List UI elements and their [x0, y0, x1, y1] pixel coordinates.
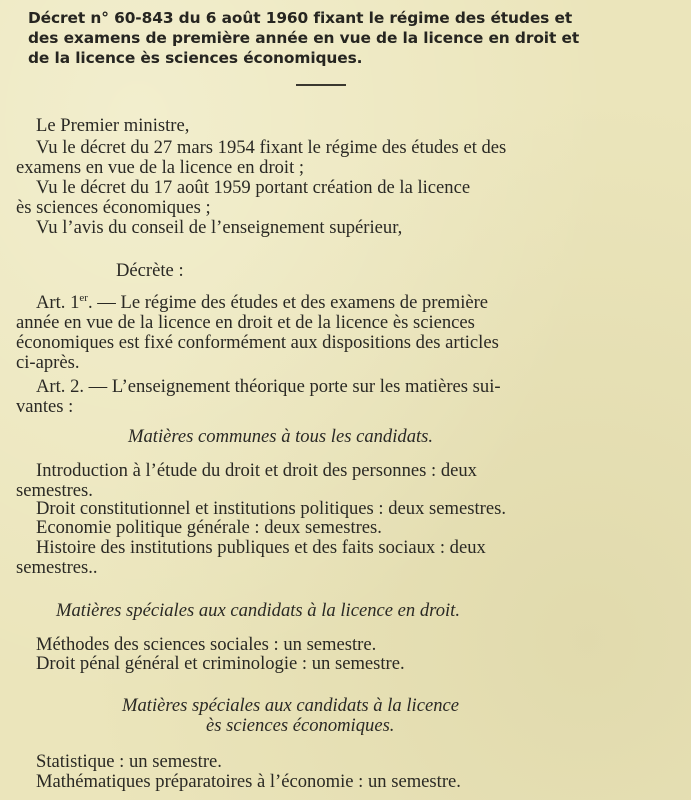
subject-item: semestres.. [16, 557, 98, 578]
article-1-sup: er [79, 291, 88, 304]
decree-title-line: de la licence ès sciences économiques. [28, 49, 363, 67]
article-1-line: année en vue de la licence en droit et de la licence ès sciences [16, 312, 475, 333]
subject-item: Histoire des institutions publiques et des faits sociaux : deux [36, 537, 486, 558]
section-heading-common: Matières communes à tous les candidats. [128, 426, 434, 447]
subject-item: Mathématiques préparatoires à l’économie : un semestre. [36, 771, 461, 792]
article-1-label: Art. 1 [36, 292, 80, 313]
vu-decret-1954-line: Vu le décret du 27 mars 1954 fixant le régime des études et des [36, 137, 507, 158]
subject-item: Droit constitutionnel et institutions politiques : deux semestres. [36, 498, 506, 519]
subject-item: Droit pénal général et criminologie : un semestre. [36, 653, 405, 674]
subject-item: Méthodes des sciences sociales : un semestre. [36, 634, 377, 655]
article-1-line: économiques est fixé conformément aux dispositions des articles [16, 332, 499, 353]
article-1-text: . — Le régime des études et des examens de première [87, 292, 489, 313]
section-heading-eco: ès sciences économiques. [206, 715, 395, 736]
vu-decret-1959-line: Vu le décret du 17 août 1959 portant création de la licence [36, 177, 471, 198]
subject-item: semestres. [16, 480, 93, 501]
section-heading-eco: Matières spéciales aux candidats à la licence [122, 695, 460, 716]
article-2-line: vantes : [16, 396, 74, 417]
article-1-line: ci-après. [16, 352, 80, 373]
vu-decret-1954-line: examens en vue de la licence en droit ; [16, 157, 305, 178]
subject-item: Economie politique générale : deux semestres. [36, 517, 382, 538]
subject-item: Introduction à l’étude du droit et droit des personnes : deux [36, 460, 477, 481]
title-divider [296, 84, 346, 86]
article-2-line: Art. 2. — L’enseignement théorique porte sur les matières sui- [36, 376, 501, 397]
decree-title [28, 8, 668, 68]
premier-ministre-line: Le Premier ministre, [36, 115, 190, 136]
decree-title-line: des examens de première année en vue de la licence en droit et [28, 29, 580, 47]
section-heading-droit: Matières spéciales aux candidats à la licence en droit. [56, 600, 460, 621]
vu-avis-line: Vu l’avis du conseil de l’enseignement supérieur, [36, 217, 403, 238]
vu-decret-1959-line: ès sciences économiques ; [16, 197, 211, 218]
decree-title-line: Décret n° 60-843 du 6 août 1960 fixant le régime des études et [28, 9, 573, 27]
subject-item: Statistique : un semestre. [36, 751, 222, 772]
decrete-heading: Décrète : [116, 260, 184, 281]
article-1-line [36, 293, 488, 313]
